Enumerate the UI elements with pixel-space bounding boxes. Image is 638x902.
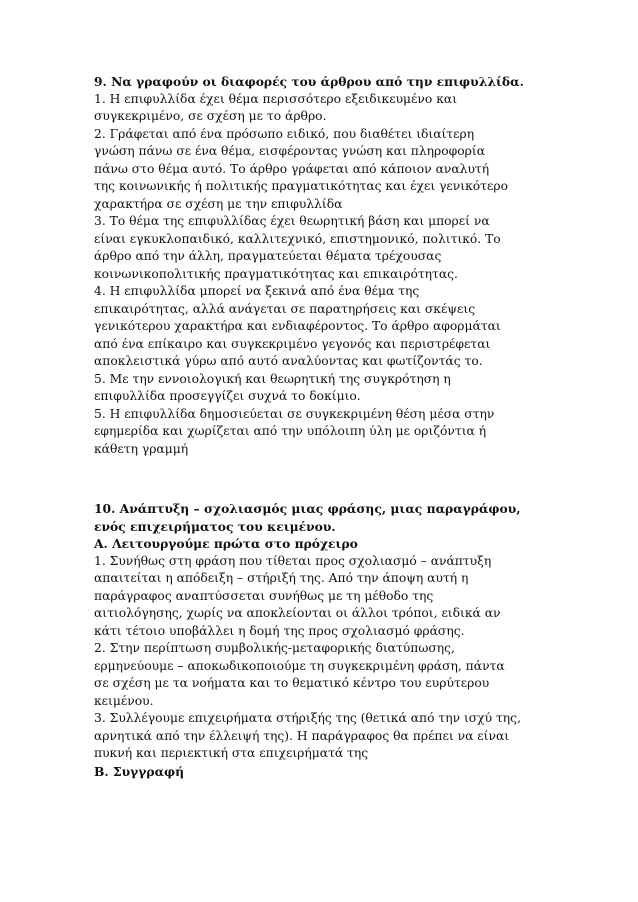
subheading-a: Α. Λειτουργούμε πρώτα στο πρόχειρο [94, 536, 358, 551]
section-9-line: από ένα επίκαιρο και συγκεκριμένο γεγονός και περιστρέφεται [94, 336, 491, 351]
section-10-line: αιτιολόγησης, χωρίς να αποκλείονται οι άλλοι τρόποι, ειδικά αν [94, 606, 501, 620]
section-9-line: εφημερίδα και χωρίζεται από την υπόλοιπη ύλη με οριζόντια ή [94, 424, 487, 438]
section-10-heading-continued: ενός επιχειρήματος του κειμένου. [94, 518, 336, 534]
section-10-heading: 10. Ανάπτυξη – σχολιασμός μιας φράσης, μιας παραγράφου, [94, 501, 521, 516]
subheading-b: Β. Συγγραφή [94, 763, 185, 779]
section-spacer [94, 458, 546, 500]
section-10-line: κειμένου. [94, 693, 154, 708]
section-9-line: γνώση πάνω σε ένα θέμα, εισφέροντας γνώση και πληροφορία [94, 144, 486, 158]
section-9-line: 5. Με την εννοιολογική και θεωρητική της συγκρότηση η [94, 371, 451, 386]
section-9-line: 3. Το θέμα της επιφυλλίδας έχει θεωρητική βάση και μπορεί να [94, 214, 490, 228]
section-9-line: 5. Η επιφυλλίδα δημοσιεύεται σε συγκεκριμένη θέση μέσα στην [94, 406, 495, 421]
section-9-line: 1. Η επιφυλλίδα έχει θέμα περισσότερο εξειδικευμένο και [94, 91, 458, 106]
section-10-line: ερμηνεύουμε – αποκωδικοποιούμε τη συγκεκριμένη φράση, πάντα [94, 658, 505, 673]
section-9-line: άρθρο από την άλλη, πραγματεύεται θέματα τρέχουσας [94, 249, 442, 263]
section-9-line: επικαιρότητας, αλλά ανάγεται σε παρατηρήσεις και σκέψεις [94, 301, 476, 316]
section-9-heading: 9. Να γραφούν οι διαφορές του άρθρου από την επιφυλλίδα. [94, 74, 524, 89]
section-10-line: κάτι τέτοιο υποβάλλει η δομή της προς σχολιασμό φράσης. [94, 623, 465, 638]
section-9-line: της κοινωνικής ή πολιτικής πραγματικότητας και έχει γενικότερο [94, 179, 508, 193]
section-9-line: 2. Γράφεται από ένα πρόσωπο ειδικό, που διαθέτει ιδιαίτερη [94, 126, 475, 141]
section-10-line: 2. Στην περίπτωση συμβολικής-μεταφορικής διατύπωσης, [94, 641, 455, 655]
section-10-line: απαιτείται η απόδειξη – στήριξή της. Από την άποψη αυτή η [94, 571, 469, 585]
document-body [94, 73, 546, 780]
section-9-line: επιφυλλίδα προσεγγίζει συχνά το δοκίμιο. [94, 389, 361, 403]
section-9-line: 4. Η επιφυλλίδα μπορεί να ξεκινά από ένα θέμα της [94, 284, 420, 298]
section-9-line: κάθετη γραμμή [94, 441, 189, 456]
section-10-line: πυκνή και περιεκτική στα επιχειρήματά της [94, 746, 369, 760]
section-9-line: αποκλειστικά γύρω από αυτό αναλύοντας και φωτίζοντάς το. [94, 354, 483, 368]
section-9-line: κοινωνικοπολιτικής πραγματικότητας και επικαιρότητας. [94, 266, 458, 281]
section-9-line: πάνω στο θέμα αυτό. Το άρθρο γράφεται από κάποιον αναλυτή [94, 161, 490, 176]
section-9-line: γενικότερου χαρακτήρα και ενδιαφέροντος. Το άρθρο αφορμάται [94, 319, 501, 333]
section-10-line: σε σχέση με τα νοήματα και το θεματικό κέντρο του ευρύτερου [94, 676, 490, 690]
section-9-line: συγκεκριμένο, σε σχέση με το άρθρο. [94, 109, 327, 123]
section-10-line: αρνητικά από την έλλειψή της). Η παράγραφος θα πρέπει να είναι [94, 728, 510, 743]
section-9-line: χαρακτήρα σε σχέση με την επιφυλλίδα [94, 196, 343, 211]
section-10-line: 3. Συλλέγουμε επιχειρήματα στήριξής της (θετικά από την ισχύ της, [94, 711, 521, 725]
section-10-line: 1. Συνήθως στη φράση που τίθεται προς σχολιασμό – ανάπτυξη [94, 553, 492, 568]
section-10-line: παράγραφος αναπτύσσεται συνήθως με τη μέθοδο της [94, 588, 434, 603]
section-9-line: είναι εγκυκλοπαιδικό, καλλιτεχνικό, επιστημονικό, πολιτικό. Το [94, 231, 501, 246]
